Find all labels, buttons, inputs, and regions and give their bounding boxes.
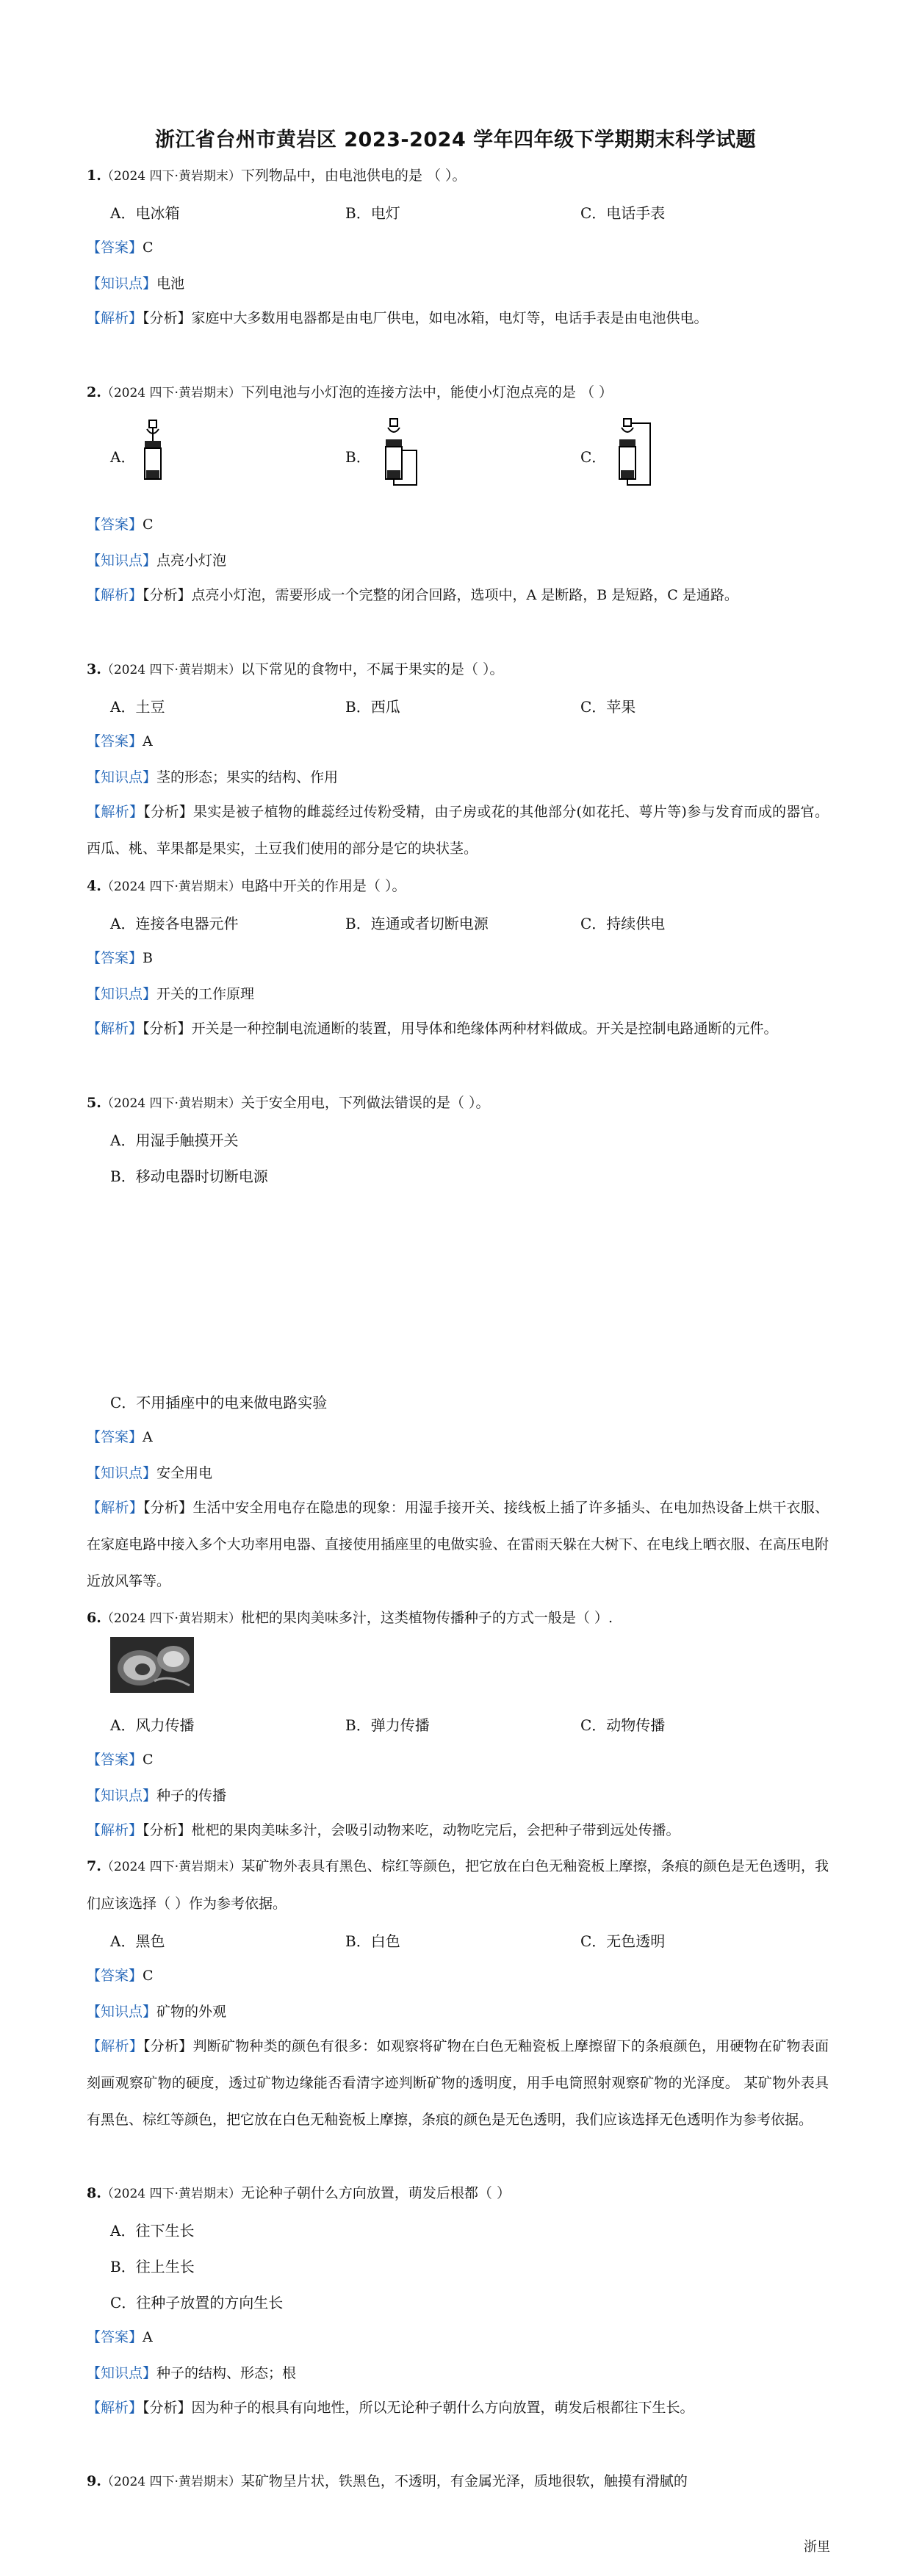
knowledge-value: 茎的形态；果实的结构、作用 [156, 769, 339, 785]
question-source: （2024 四下·黄岩期末） [101, 1096, 241, 1111]
option-b: B．移动电器时切断电源 [110, 1168, 268, 1185]
analysis-label: 【解析】 [87, 804, 144, 820]
answer-value: A [143, 2329, 153, 2345]
question-9 [87, 2471, 829, 2492]
answer-label: 【答案】 [87, 2329, 143, 2345]
analysis-text: 点亮小灯泡，需要形成一个完整的闭合回路，选项中，A 是断路，B 是短路，C 是通路。 [191, 587, 738, 603]
knowledge-line [87, 1785, 829, 1806]
analysis-line [87, 1812, 829, 1849]
knowledge-value: 种子的结构、形态；根 [156, 2365, 297, 2381]
analysis-label: 【解析】 [87, 1021, 143, 1037]
option-b: B．白色 [345, 1932, 400, 1950]
fenxi-label: 【分析】 [143, 1500, 193, 1516]
answer-value: C [143, 517, 154, 533]
question-stem: 某矿物呈片状，铁黑色，不透明，有金属光泽，质地很软，触摸有滑腻的 [240, 2473, 688, 2489]
answer-label: 【答案】 [87, 517, 143, 533]
knowledge-line [87, 550, 829, 571]
question-stem: 关于安全用电，下列做法错误的是（ ）。 [240, 1095, 490, 1111]
question-number: 3. [87, 661, 101, 677]
analysis-line [87, 2028, 829, 2138]
fenxi-label: 【分析】 [143, 2038, 193, 2054]
question-2 [87, 382, 829, 403]
analysis-text: 开关是一种控制电流通断的装置，用导体和绝缘体两种材料做成。开关是控制电路通断的元件。 [191, 1021, 778, 1037]
answer-value: A [143, 1429, 153, 1445]
question-source: （2024 四下·黄岩期末） [101, 663, 241, 677]
option-b: B．连通或者切断电源 [345, 915, 489, 932]
circuit-a-diagram [138, 419, 168, 492]
question-8 [87, 2183, 829, 2204]
page-title: 浙江省台州市黄岩区 2023-2024 学年四年级下学期期末科学试题 [154, 129, 757, 151]
answer-line [87, 514, 829, 535]
answer-line [87, 1965, 829, 1986]
option-b: B．弹力传播 [345, 1716, 430, 1734]
analysis-label: 【解析】 [87, 587, 143, 603]
knowledge-value: 点亮小灯泡 [156, 553, 227, 569]
analysis-text: 果实是被子植物的雌蕊经过传粉受精，由子房或花的其他部分(如花托、萼片等)参与发育而成的器官。西瓜、桃、苹果都是果实，土豆我们使用的部分是它的块状茎。 [87, 804, 829, 857]
knowledge-label: 【知识点】 [87, 1465, 157, 1481]
knowledge-line [87, 273, 829, 294]
fenxi-label: 【分析】 [143, 1822, 192, 1838]
question-stem: 下列物品中，由电池供电的是 （ ）。 [240, 168, 467, 184]
fenxi-label: 【分析】 [143, 804, 194, 820]
question-number: 7. [87, 1858, 101, 1874]
answer-value: C [143, 240, 154, 256]
knowledge-value: 电池 [156, 276, 185, 292]
analysis-label: 【解析】 [87, 1500, 143, 1516]
option-a: A． [110, 448, 136, 466]
option-b: B．往上生长 [110, 2258, 195, 2275]
loquat-photo [110, 1637, 194, 1693]
answer-label: 【答案】 [87, 733, 143, 749]
answer-value: B [143, 950, 153, 966]
option-c: C． [580, 448, 607, 466]
analysis-text: 枇杷的果肉美味多汁，会吸引动物来吃，动物吃完后，会把种子带到远处传播。 [191, 1822, 680, 1838]
question-number: 2. [87, 384, 101, 400]
question-number: 9. [87, 2473, 101, 2489]
analysis-line [87, 577, 829, 614]
question-number: 4. [87, 878, 101, 894]
knowledge-value: 矿物的外观 [156, 2004, 227, 2020]
analysis-label: 【解析】 [87, 310, 143, 326]
analysis-line [87, 1489, 829, 1600]
answer-label: 【答案】 [87, 1429, 143, 1445]
knowledge-line [87, 767, 829, 788]
knowledge-label: 【知识点】 [87, 276, 157, 292]
option-a: A．电冰箱 [110, 204, 180, 222]
question-source: （2024 四下·黄岩期末） [101, 2475, 241, 2489]
option-a: A．连接各电器元件 [110, 915, 239, 932]
option-c: C．电话手表 [580, 204, 666, 222]
analysis-line [87, 300, 829, 337]
page-footer: 浙里 [804, 2539, 830, 2555]
question-number: 8. [87, 2185, 101, 2201]
answer-label: 【答案】 [87, 240, 143, 256]
question-number: 1. [87, 168, 101, 184]
question-source: （2024 四下·黄岩期末） [101, 2187, 241, 2201]
answer-line [87, 731, 829, 752]
question-source: （2024 四下·黄岩期末） [101, 1611, 241, 1626]
question-source: （2024 四下·黄岩期末） [101, 386, 241, 400]
question-5 [87, 1093, 829, 1114]
question-number: 5. [87, 1095, 101, 1111]
analysis-label: 【解析】 [87, 1822, 143, 1838]
answer-line [87, 2327, 829, 2347]
answer-line [87, 237, 829, 258]
question-source: （2024 四下·黄岩期末） [101, 879, 241, 894]
question-6 [87, 1608, 829, 1629]
knowledge-value: 开关的工作原理 [156, 986, 255, 1002]
option-b: B．西瓜 [345, 698, 400, 716]
option-a: A．用湿手触摸开关 [110, 1132, 239, 1149]
option-a: A．黑色 [110, 1932, 165, 1950]
option-c: C．动物传播 [580, 1716, 666, 1734]
question-4 [87, 876, 829, 897]
fenxi-label: 【分析】 [143, 587, 192, 603]
knowledge-line [87, 984, 829, 1004]
answer-value: C [143, 1752, 154, 1768]
analysis-label: 【解析】 [87, 2400, 143, 2416]
knowledge-label: 【知识点】 [87, 2004, 157, 2020]
knowledge-line [87, 2363, 829, 2383]
option-b: B．电灯 [345, 204, 400, 222]
knowledge-label: 【知识点】 [87, 2365, 157, 2381]
answer-label: 【答案】 [87, 1752, 143, 1768]
knowledge-line [87, 2001, 829, 2022]
knowledge-value: 安全用电 [156, 1465, 213, 1481]
question-source: （2024 四下·黄岩期末） [101, 1860, 242, 1874]
analysis-line [87, 1010, 829, 1047]
option-c: C．苹果 [580, 698, 636, 716]
question-1 [87, 165, 829, 187]
question-7 [87, 1848, 829, 1922]
knowledge-label: 【知识点】 [87, 769, 157, 785]
analysis-text: 家庭中大多数用电器都是由电厂供电，如电冰箱，电灯等，电话手表是由电池供电。 [191, 310, 708, 326]
question-stem: 下列电池与小灯泡的连接方法中，能使小灯泡点亮的是 （ ） [240, 384, 613, 400]
question-stem: 某矿物外表具有黑色、棕红等颜色，把它放在白色无釉瓷板上摩擦，条痕的颜色是无色透明，我们应该选择（ ）作为参考依据。 [87, 1858, 829, 1912]
option-a: A．风力传播 [110, 1716, 195, 1734]
question-number: 6. [87, 1610, 101, 1626]
analysis-label: 【解析】 [87, 2038, 143, 2054]
analysis-text: 因为种子的根具有向地性，所以无论种子朝什么方向放置，萌发后根都往下生长。 [191, 2400, 694, 2416]
answer-line [87, 1427, 829, 1447]
option-b: B． [345, 448, 371, 466]
answer-value: C [143, 1968, 154, 1984]
answer-label: 【答案】 [87, 1968, 143, 1984]
circuit-c-diagram [610, 417, 661, 492]
question-stem: 以下常见的食物中，不属于果实的是（ ）。 [240, 661, 504, 677]
answer-value: A [143, 733, 153, 749]
analysis-line [87, 2389, 829, 2426]
option-a: A．往下生长 [110, 2222, 195, 2239]
knowledge-line [87, 1463, 829, 1483]
circuit-b-diagram [376, 417, 428, 492]
question-stem: 枇杷的果肉美味多汁，这类植物传播种子的方式一般是（ ）. [240, 1610, 613, 1626]
answer-label: 【答案】 [87, 950, 143, 966]
knowledge-label: 【知识点】 [87, 553, 157, 569]
fenxi-label: 【分析】 [143, 2400, 192, 2416]
analysis-text: 判断矿物种类的颜色有很多：如观察将矿物在白色无釉瓷板上摩擦留下的条痕颜色，用硬物在矿物表面刻画观察矿物的硬度，透过矿物边缘能否看清字迹判断矿物的透明度，用手电筒照射观察矿物的光泽度。 某矿物外表具有黑色、棕红等颜色，把它放在白色无釉瓷板上摩擦，条痕的颜色是无色透明，我们应该选择无色透明作为参考依据。 [87, 2038, 829, 2128]
option-a: A．土豆 [110, 698, 165, 716]
option-c: C．不用插座中的电来做电路实验 [110, 1394, 328, 1411]
analysis-line [87, 794, 829, 867]
question-source: （2024 四下·黄岩期末） [101, 169, 241, 184]
answer-line [87, 1749, 829, 1770]
knowledge-label: 【知识点】 [87, 986, 157, 1002]
question-3 [87, 659, 829, 680]
answer-line [87, 948, 829, 968]
knowledge-label: 【知识点】 [87, 1788, 157, 1804]
option-c: C．无色透明 [580, 1932, 666, 1950]
option-c: C．持续供电 [580, 915, 666, 932]
knowledge-value: 种子的传播 [156, 1788, 227, 1804]
fenxi-label: 【分析】 [143, 310, 192, 326]
analysis-text: 生活中安全用电存在隐患的现象：用湿手接开关、接线板上插了许多插头、在电加热设备上烘干衣服、在家庭电路中接入多个大功率用电器、直接使用插座里的电做实验、在雷雨天躲在大树下、在电线上晒衣服、在高压电附近放风筝等。 [87, 1500, 829, 1589]
fenxi-label: 【分析】 [143, 1021, 192, 1037]
question-stem: 无论种子朝什么方向放置，萌发后根都（ ） [240, 2185, 511, 2201]
question-stem: 电路中开关的作用是（ ）。 [240, 878, 406, 894]
option-c: C．往种子放置的方向生长 [110, 2294, 284, 2311]
